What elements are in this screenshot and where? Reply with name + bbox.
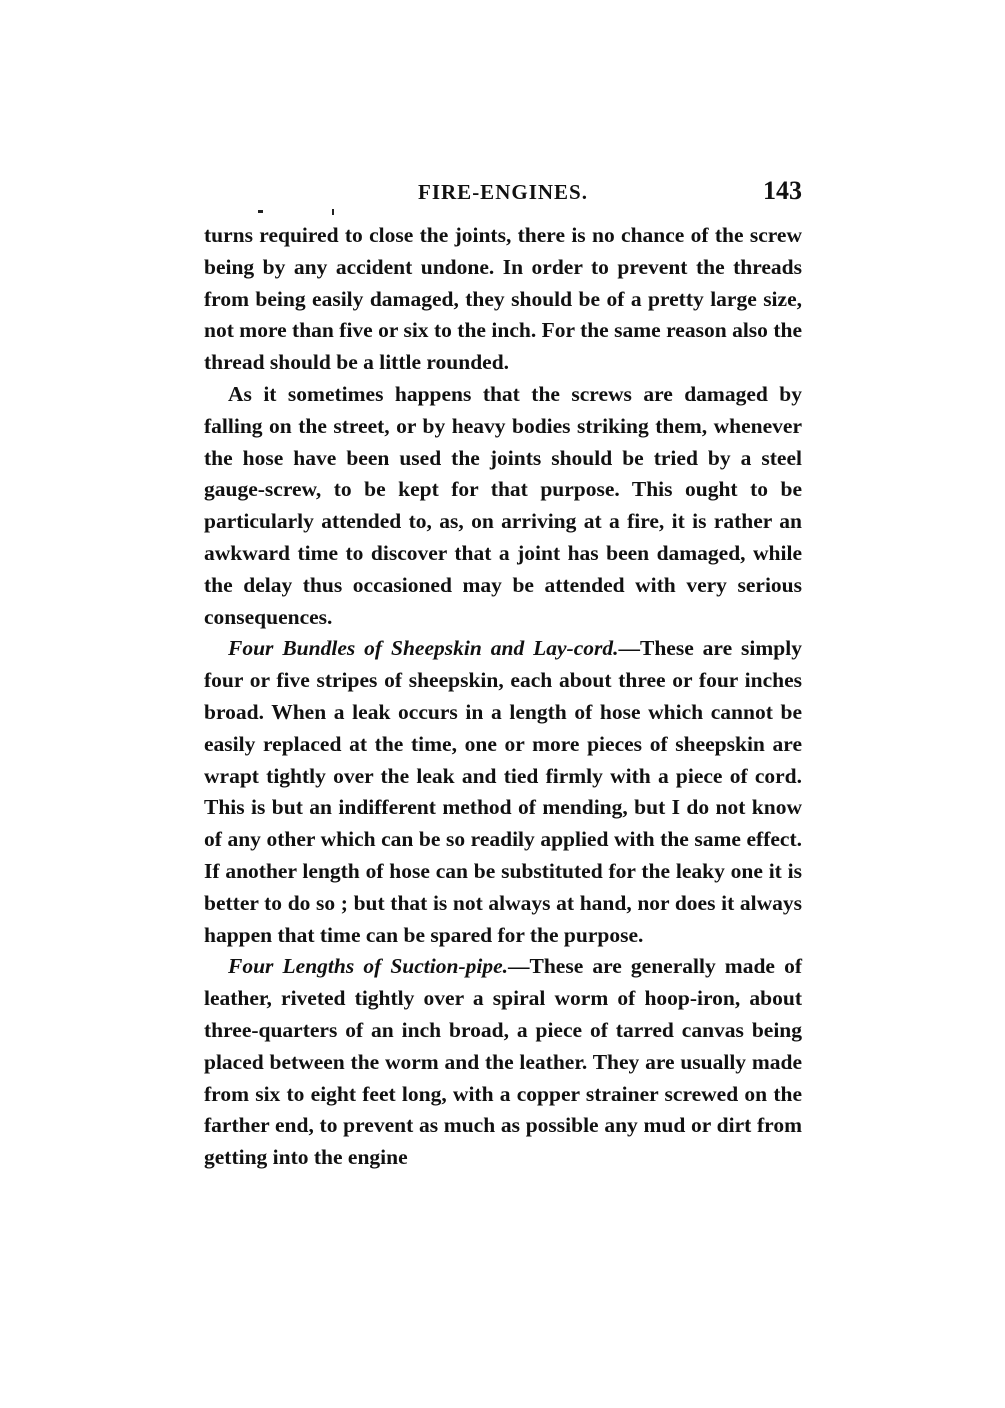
paragraph-4 (204, 951, 802, 1174)
print-speck (258, 210, 263, 213)
paragraph-1 (204, 220, 802, 379)
paragraph-3-caption: Four Bundles of Sheepskin and Lay-cord. (228, 636, 619, 661)
book-page (204, 176, 802, 1174)
paragraph-2-text: As it sometimes happens that the screws are damaged by falling on the street, or by heavy bodies striking them, whenever the hose have been used the joints should be tried by a steel gauge-screw, to be kept for that purpose. This ought to be particularly attended to, as, on arriving at a fire, it is rather an awkward time to discover that a joint has been damaged, while the delay thus occasioned may be attended with very serious consequences. (204, 381, 802, 629)
paragraph-4-caption: Four Lengths of Suction-pipe. (228, 954, 508, 979)
running-head: FIRE-ENGINES. (418, 180, 588, 204)
page-number: 143 (763, 176, 802, 205)
paragraph-3 (204, 633, 802, 951)
paragraph-2 (204, 379, 802, 633)
paragraph-4-text: —These are generally made of leather, riveted tightly over a spiral worm of hoop-iron, about three-quarters of an inch broad, a piece of tarred canvas being placed between the worm and the leather. They are usually made from six to eight feet long, with a copper strainer screwed on the farther end, to prevent as much as possible any mud or dirt from getting into the engine (204, 954, 802, 1170)
print-speck (332, 209, 334, 215)
page-header (204, 176, 802, 220)
paragraph-3-text: —These are simply four or five stripes of sheepskin, each about three or four inches broad. When a leak occurs in a length of hose which cannot be easily replaced at the time, one or more pieces of sheepskin are wrapt tightly over the leak and tied firmly with a piece of cord. This is but an indifferent method of mending, but I do not know of any other which can be so readily applied with the same effect. If another length of hose can be substituted for the leaky one it is better to do so ; but that is not always at hand, nor does it always happen that time can be spared for the purpose. (204, 636, 802, 947)
paragraph-1-text: turns required to close the joints, there is no chance of the screw being by any accident undone. In order to prevent the threads from being easily damaged, they should be of a pretty large size, not more than five or six to the inch. For the same reason also the thread should be a little rounded. (204, 223, 802, 375)
body-text (204, 220, 802, 1174)
